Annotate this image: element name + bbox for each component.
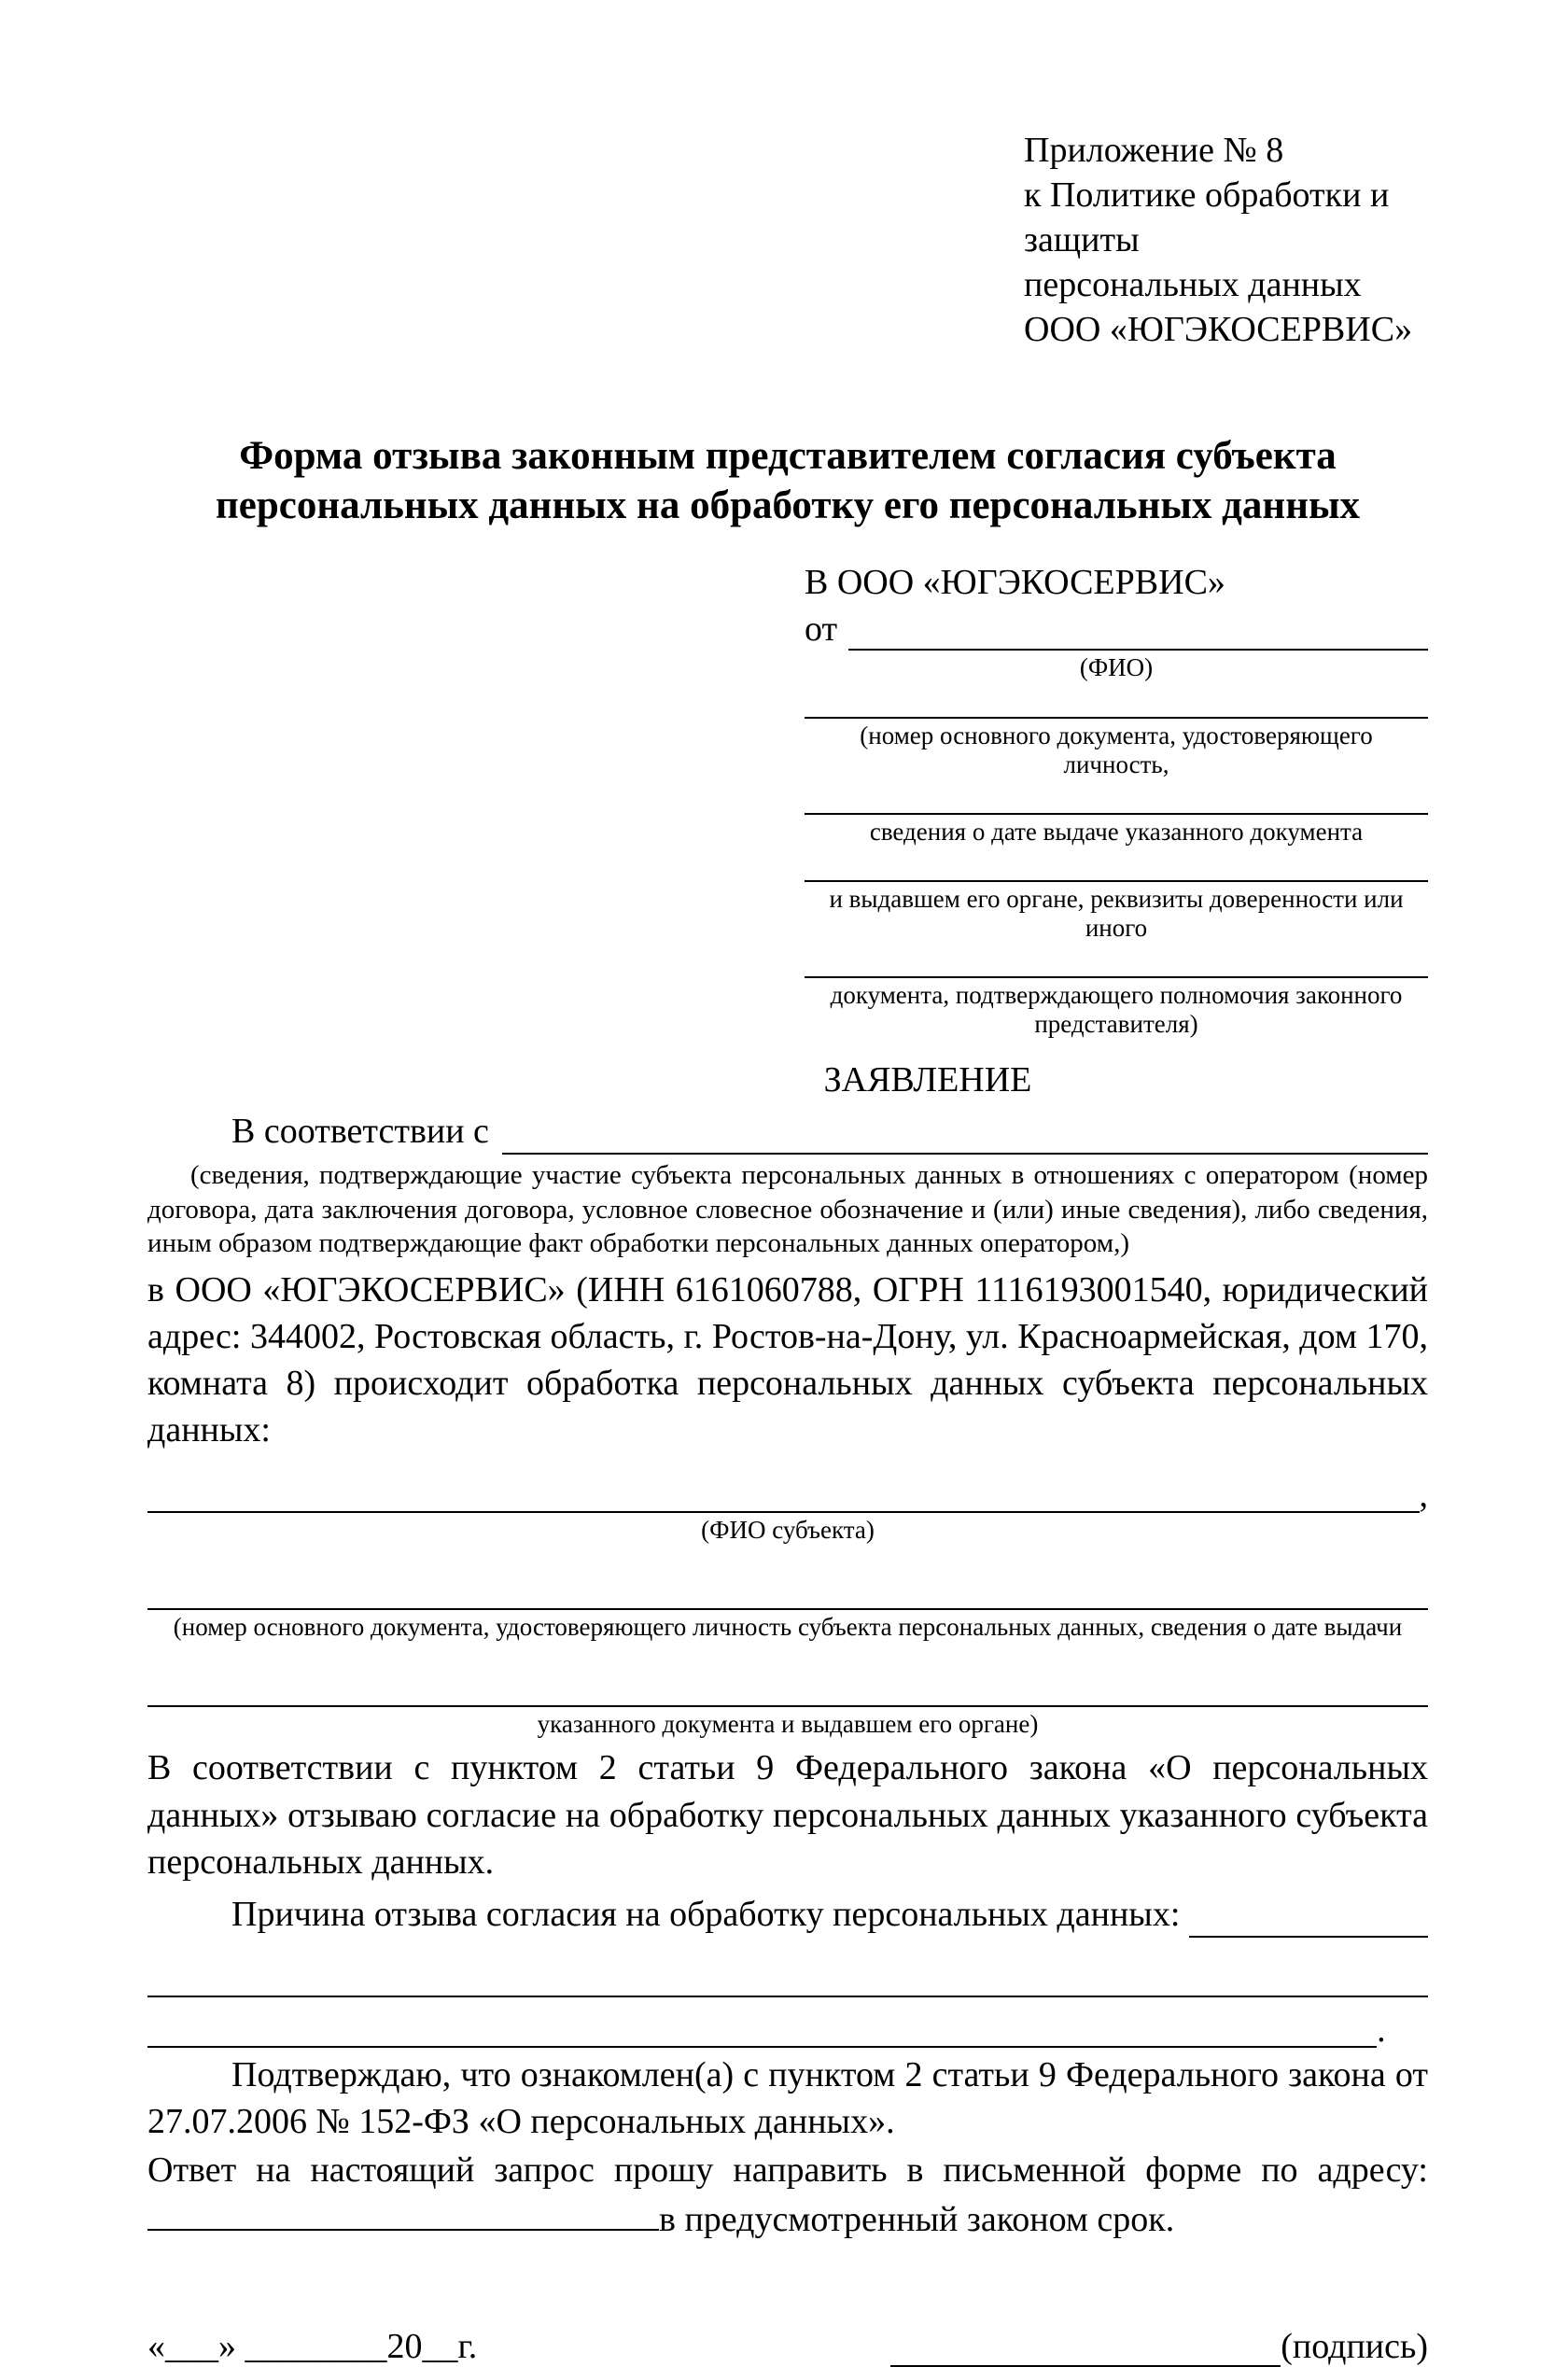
representative-document-caption-1: (номер основного документа, удостоверяющего личность, bbox=[860, 721, 1373, 778]
subject-fio-line bbox=[147, 1476, 1428, 1516]
date-field[interactable]: «___» ________20__г. bbox=[147, 2326, 478, 2366]
representative-document-field-3[interactable] bbox=[805, 847, 1428, 882]
subject-fio-caption: (ФИО субъекта) bbox=[701, 1516, 875, 1545]
reply-address-field[interactable] bbox=[147, 2193, 659, 2231]
from-label: от bbox=[805, 609, 838, 649]
subject-document-field-2[interactable] bbox=[147, 1666, 1428, 1707]
reason-continuation-line-2 bbox=[147, 2005, 1428, 2048]
intro-note: (сведения, подтверждающие участие субъекта персональных данных в отношениях с оператором (номер договора, дата заключения договора, условное словесное обозначение и (или) иные сведения), либо сведения, иным образом подтверждающие факт обработки персональных данных оператором,) bbox=[147, 1160, 1428, 1259]
reason-field[interactable] bbox=[1189, 1895, 1428, 1938]
appendix-header-line: к Политике обработки и защиты bbox=[1024, 175, 1390, 259]
appendix-header bbox=[1024, 129, 1428, 352]
subject-document-caption-1: (номер основного документа, удостоверяющего личность субъекта персональных данных, сведения о дате выдачи bbox=[173, 1613, 1403, 1642]
subject-fio-field[interactable] bbox=[147, 1478, 1420, 1513]
representative-document-field-1[interactable] bbox=[805, 683, 1428, 719]
fio-caption: (ФИО) bbox=[1079, 653, 1154, 682]
subject-line-comma: , bbox=[1419, 1476, 1428, 1516]
reason-line-period: . bbox=[1377, 2010, 1386, 2050]
intro-line bbox=[147, 1108, 1428, 1155]
reason-continuation-field-1[interactable] bbox=[147, 1938, 1428, 1997]
reply-paragraph bbox=[147, 2147, 1428, 2243]
reason-continuation-field-2[interactable] bbox=[147, 2005, 1377, 2048]
reason-prefix: Причина отзыва согласия на обработку персональных данных: bbox=[231, 1894, 1181, 1934]
footer bbox=[147, 2326, 1428, 2367]
representative-document-caption-4: документа, подтверждающего полномочия законного представителя) bbox=[830, 980, 1403, 1038]
subject-document-caption-2: указанного документа и выдавшем его органе) bbox=[537, 1710, 1039, 1739]
representative-fio-field[interactable] bbox=[848, 609, 1428, 651]
signature-field[interactable] bbox=[890, 2330, 1281, 2367]
appendix-header-line: Приложение № 8 bbox=[1024, 131, 1284, 170]
operator-paragraph: в ООО «ЮГЭКОСЕРВИС» (ИНН 6161060788, ОГРН 1116193001540, юридический адрес: 344002, Ростовская область, г. Ростов-на-Дону, ул. Красноармейская, дом 170, комната 8) происходит обработка персональных данных субъекта персональных данных: bbox=[147, 1269, 1428, 1450]
subject-document-field-1[interactable] bbox=[147, 1569, 1428, 1610]
appendix-header-line: персональных данных bbox=[1024, 264, 1362, 304]
document-title-line: персональных данных на обработку его персональных данных bbox=[215, 483, 1361, 527]
signature-group bbox=[890, 2326, 1428, 2367]
representative-document-field-2[interactable] bbox=[805, 779, 1428, 815]
reply-suffix: в предусмотренный законом срок. bbox=[659, 2200, 1175, 2240]
addressee-to: В ООО «ЮГЭКОСЕРВИС» bbox=[805, 563, 1225, 603]
representative-document-field-4[interactable] bbox=[805, 943, 1428, 978]
statement-heading: ЗАЯВЛЕНИЕ bbox=[823, 1059, 1032, 1099]
signature-caption: (подпись) bbox=[1281, 2326, 1428, 2366]
document-title bbox=[147, 432, 1428, 530]
intro-prefix: В соответствии с bbox=[231, 1111, 489, 1151]
withdrawal-paragraph: В соответствии с пунктом 2 статьи 9 Федерального закона «О персональных данных» отзываю согласие на обработку персональных данных указанного субъекта персональных данных. bbox=[147, 1748, 1428, 1882]
representative-document-caption-3: и выдавшем его органе, реквизиты доверенности или иного bbox=[829, 884, 1404, 942]
acknowledge-paragraph: Подтверждаю, что ознакомлен(а) с пунктом 2 статьи 9 Федерального закона от 27.07.2006 № 152-ФЗ «О персональных данных». bbox=[147, 2054, 1428, 2142]
reply-prefix: Ответ на настоящий запрос прошу направить в письменной форме по адресу: bbox=[147, 2150, 1428, 2191]
reason-line bbox=[147, 1891, 1428, 1938]
addressee-block bbox=[805, 562, 1428, 1039]
document-title-line: Форма отзыва законным представителем согласия субъекта bbox=[239, 434, 1337, 479]
basis-field[interactable] bbox=[502, 1112, 1428, 1155]
appendix-header-line: ООО «ЮГЭКОСЕРВИС» bbox=[1024, 309, 1413, 349]
representative-document-caption-2: сведения о дате выдаче указанного документа bbox=[869, 817, 1364, 846]
